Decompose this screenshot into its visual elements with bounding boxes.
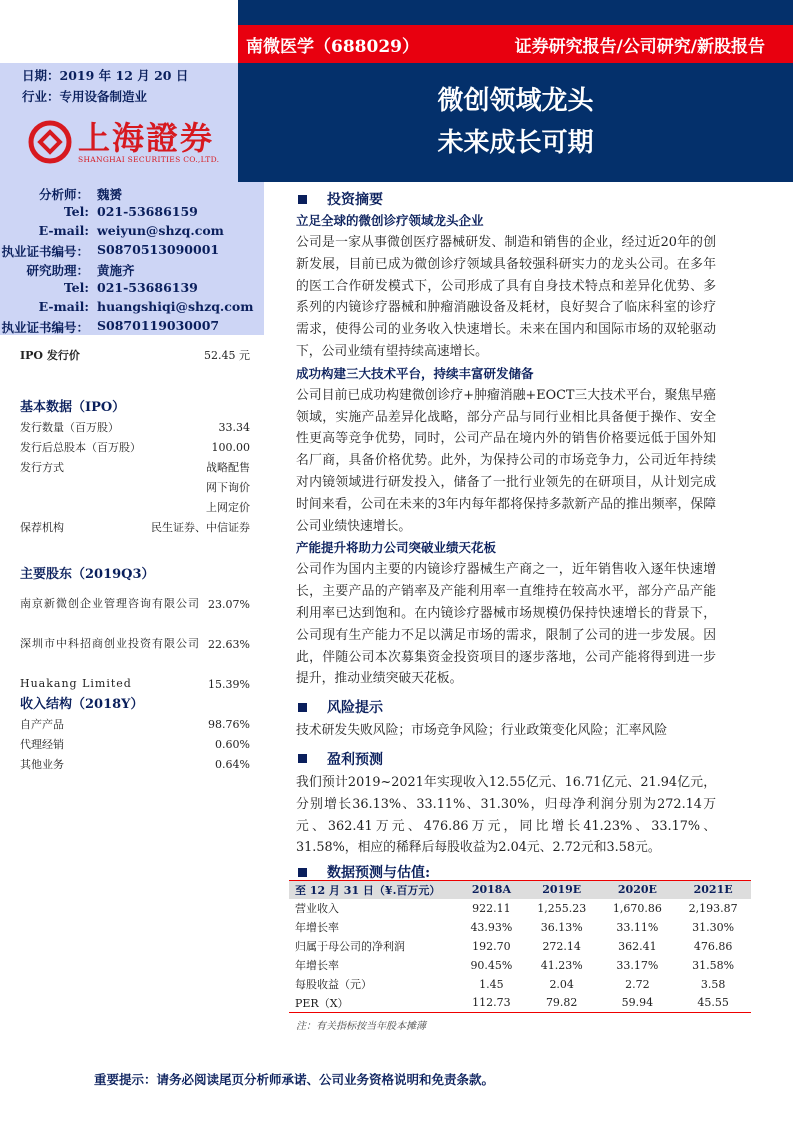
holders-value: 22.63% bbox=[208, 637, 250, 651]
revenue-row bbox=[20, 754, 250, 774]
table-row bbox=[289, 937, 751, 956]
table-row bbox=[289, 975, 751, 994]
analyst-row bbox=[0, 242, 253, 261]
analyst-field-value: S0870513090001 bbox=[97, 242, 220, 257]
table-cell: 112.73 bbox=[459, 994, 524, 1013]
subheading-1: 立足全球的微创诊疗领域龙头企业 bbox=[296, 213, 484, 228]
holders-row bbox=[20, 584, 250, 624]
table-cell: 3.58 bbox=[700, 977, 726, 991]
analyst-field-value: 魏赟 bbox=[97, 187, 123, 202]
basic-value: 100.00 bbox=[211, 440, 250, 454]
forecast-heading bbox=[296, 748, 716, 770]
table-cell: 90.45% bbox=[470, 958, 513, 972]
analyst-info bbox=[0, 185, 253, 337]
table-cell: 年增长率 bbox=[295, 959, 339, 972]
analyst-field-label: E-mail: bbox=[38, 223, 89, 238]
table-cell: 362.41 bbox=[618, 939, 657, 953]
table-cell: 45.55 bbox=[675, 994, 751, 1013]
revenue-structure bbox=[20, 690, 250, 774]
analyst-row bbox=[0, 185, 253, 204]
analyst-row bbox=[0, 280, 253, 299]
table-cell: 每股收益（元） bbox=[295, 978, 372, 991]
table-cell: 营业收入 bbox=[295, 902, 339, 915]
analyst-field-value: huangshiqi@shzq.com bbox=[97, 299, 254, 314]
holders-row bbox=[20, 624, 250, 664]
table-row bbox=[289, 956, 751, 975]
analyst-field-label: E-mail: bbox=[38, 299, 89, 314]
bullet-square-icon bbox=[298, 195, 307, 204]
basic-row bbox=[20, 517, 250, 537]
revenue-value: 0.64% bbox=[215, 757, 250, 771]
stock-name: 南微医学（688029） bbox=[246, 36, 419, 57]
basic-label: 发行方式 bbox=[20, 461, 64, 474]
subheading-2: 成功构建三大技术平台，持续丰富研发储备 bbox=[296, 365, 534, 381]
basic-label: 发行数量（百万股） bbox=[20, 421, 119, 434]
basic-value: 民生证券、中信证券 bbox=[151, 521, 250, 534]
table-cell: 31.30% bbox=[692, 920, 735, 934]
analyst-field-label: 分析师： bbox=[38, 187, 89, 202]
table-cell: 33.11% bbox=[616, 920, 659, 934]
major-shareholders bbox=[20, 560, 250, 704]
basic-label: 保荐机构 bbox=[20, 521, 64, 534]
table-row bbox=[289, 899, 751, 918]
forecast-title: 盈利预测 bbox=[327, 751, 383, 768]
ipo-price-value: 52.45 元 bbox=[204, 349, 250, 362]
revenue-row bbox=[20, 714, 250, 734]
basic-value: 网下询价 bbox=[206, 481, 250, 494]
table-cell: 192.70 bbox=[472, 939, 511, 953]
basic-row bbox=[20, 497, 250, 517]
table-cell: 41.23% bbox=[540, 958, 583, 972]
report-title bbox=[238, 80, 793, 164]
footer-disclaimer: 重要提示：请务必阅读尾页分析师承诺、公司业务资格说明和免责条款。 bbox=[94, 1072, 495, 1087]
basic-label: 发行后总股本（百万股） bbox=[20, 441, 141, 454]
basic-row bbox=[20, 457, 250, 477]
subheading-3: 产能提升将助力公司突破业绩天花板 bbox=[296, 540, 497, 556]
industry: 行业：专用设备制造业 bbox=[22, 89, 148, 104]
basic-row bbox=[20, 417, 250, 437]
analyst-field-label: Tel: bbox=[63, 204, 89, 219]
risk-title: 风险提示 bbox=[327, 700, 383, 717]
table-cell: 79.82 bbox=[524, 994, 600, 1013]
title-line-1: 微创领域龙头 bbox=[437, 86, 594, 116]
table-cell: 年增长率 bbox=[295, 921, 339, 934]
basic-value: 上网定价 bbox=[206, 501, 250, 514]
analyst-field-value: 021-53686139 bbox=[97, 280, 198, 295]
revenue-row bbox=[20, 734, 250, 754]
revenue-label: 自产产品 bbox=[20, 718, 64, 731]
paragraph-1: 公司是一家从事微创医疗器械研发、制造和销售的企业，经过近20年的创新发展，目前已成为微创诊疗领域具备较强科研实力的龙头公司。在多年的医工合作研发模式下，公司形成了具有自身技术特点和差异化优势、多系列的内镜诊疗器械和肿瘤消融设备及耗材，良好契合了临床科室的诊疗需求，使得公司的业务收入快速增长。未来在国内和国际市场的双轮驱动下，公司业绩有望持续高速增长。 bbox=[296, 235, 716, 359]
ipo-price bbox=[20, 345, 250, 365]
table-header: 至 12 月 31 日（¥.百万元） bbox=[289, 881, 459, 899]
table-cell: 归属于母公司的净利润 bbox=[295, 940, 405, 953]
title-line-2: 未来成长可期 bbox=[437, 128, 594, 158]
analyst-field-label: 研究助理： bbox=[26, 263, 89, 278]
table-cell: 476.86 bbox=[693, 939, 733, 953]
table-cell: 1.45 bbox=[479, 977, 504, 991]
analyst-field-label: 执业证书编号： bbox=[1, 320, 89, 335]
main-content bbox=[296, 188, 716, 859]
bullet-square-icon bbox=[298, 868, 307, 877]
revenue-value: 0.60% bbox=[215, 737, 250, 751]
report-category: 证券研究报告/公司研究/新股报告 bbox=[514, 36, 765, 57]
shanghai-securities-logo bbox=[26, 118, 219, 166]
shareholders-title: 主要股东（2019Q3） bbox=[20, 566, 155, 582]
ipo-price-label: IPO 发行价 bbox=[20, 349, 80, 362]
table-note: 注：有关指标按当年股本摊薄 bbox=[296, 1021, 426, 1032]
basic-row bbox=[20, 437, 250, 457]
table-cell: 59.94 bbox=[600, 994, 676, 1013]
logo-text: 上海證券 bbox=[78, 118, 215, 157]
table-cell: 43.93% bbox=[470, 920, 513, 934]
analyst-field-value: weiyun@shzq.com bbox=[97, 223, 224, 238]
logo-english: SHANGHAI SECURITIES CO.,LTD. bbox=[78, 154, 220, 164]
forecast-table bbox=[289, 880, 751, 1013]
analyst-field-value: 021-53686159 bbox=[97, 204, 198, 219]
basic-value: 33.34 bbox=[218, 420, 250, 434]
table-title: 数据预测与估值: bbox=[327, 865, 431, 881]
table-cell: 33.17% bbox=[616, 958, 659, 972]
risk-text: 技术研发失败风险；市场竞争风险；行业政策变化风险；汇率风险 bbox=[296, 723, 668, 739]
analyst-row bbox=[0, 318, 253, 337]
table-header: 2021E bbox=[675, 881, 751, 899]
bullet-square-icon bbox=[298, 703, 307, 712]
table-cell: 272.14 bbox=[542, 939, 581, 953]
revenue-label: 代理经销 bbox=[20, 738, 64, 751]
table-cell: 1,670.86 bbox=[612, 901, 662, 915]
forecast-text: 我们预计2019~2021年实现收入12.55亿元、16.71亿元、21.94亿元，分别增长36.13%、33.11%、31.30%，归母净利润分别为272.14万元、362.41万元、476.86万元，同比增长41.23%、33.17%、31.58%，相应的稀释后每股收益为2.04元、2.72元和3.58元。 bbox=[296, 774, 716, 856]
revenue-value: 98.76% bbox=[208, 717, 250, 731]
holders-label: Huakang Limited bbox=[20, 677, 132, 690]
holders-label: 深圳市中科招商创业投资有限公司 bbox=[20, 637, 200, 650]
revenue-title: 收入结构（2018Y） bbox=[20, 696, 144, 712]
revenue-label: 其他业务 bbox=[20, 758, 64, 771]
table-cell: 1,255.23 bbox=[537, 901, 587, 915]
analyst-row bbox=[0, 299, 253, 318]
table-cell: 2,193.87 bbox=[688, 901, 738, 915]
paragraph-3: 公司作为国内主要的内镜诊疗器械生产商之一，近年销售收入逐年快速增长，主要产品的产销率及产能利用率一直维持在较高水平，部分产品产能利用率已达到饱和。在内镜诊疗器械市场规模仍保持快速增长的背景下，公司现有生产能力不足以满足市场的需求，限制了公司的进一步发展。因此，伴随公司本次募集资金投资项目的逐步落地，公司产能将得到进一步提升，推动业绩突破天花板。 bbox=[296, 562, 716, 687]
basic-data bbox=[20, 393, 250, 537]
analyst-row bbox=[0, 204, 253, 223]
summary-title: 投资摘要 bbox=[327, 192, 383, 208]
table-row bbox=[289, 918, 751, 937]
table-header: 2018A bbox=[459, 881, 524, 899]
analyst-field-value: S0870119030007 bbox=[97, 318, 220, 333]
logo-emblem-icon bbox=[26, 118, 74, 166]
table-row bbox=[289, 994, 751, 1013]
analyst-row bbox=[0, 261, 253, 280]
report-date: 日期：2019 年 12 月 20 日 bbox=[22, 68, 189, 83]
basic-row bbox=[20, 477, 250, 497]
basic-data-title: 基本数据（IPO） bbox=[20, 399, 126, 415]
summary-heading bbox=[296, 188, 716, 210]
table-header: 2020E bbox=[600, 881, 676, 899]
analyst-field-value: 黄施齐 bbox=[97, 263, 135, 278]
risk-heading bbox=[296, 696, 716, 718]
analyst-field-label: Tel: bbox=[63, 280, 89, 295]
table-cell: 2.04 bbox=[549, 977, 574, 991]
table-cell: 31.58% bbox=[692, 958, 735, 972]
paragraph-2: 公司目前已成功构建微创诊疗+肿瘤消融+EOCT三大技术平台，聚焦早癌领域，实施产品差异化战略，部分产品与同行业相比具备便于操作、安全性更高等竞争优势，同时，公司产品在境内外的销售价格要远低于国外知名厂商，具备价格优势。此外，为保持公司的市场竞争力，公司近年持续对内镜领域进行研发投入，储备了一批行业领先的在研项目，从计划完成时间来看，公司在未来的3年内每年都将保持多款新产品的推出频率，保障公司业绩快速增长。 bbox=[296, 387, 716, 534]
table-header: 2019E bbox=[524, 881, 600, 899]
header-red-bar bbox=[238, 25, 793, 63]
holders-value: 23.07% bbox=[208, 597, 250, 611]
bullet-square-icon bbox=[298, 754, 307, 763]
analyst-field-label: 执业证书编号： bbox=[1, 244, 89, 259]
table-cell: 2.72 bbox=[625, 977, 650, 991]
basic-value: 战略配售 bbox=[206, 461, 250, 474]
holders-label: 南京新微创企业管理咨询有限公司 bbox=[20, 597, 200, 610]
table-cell: 922.11 bbox=[472, 901, 511, 915]
table-cell: PER（X） bbox=[289, 994, 459, 1013]
holders-value: 15.39% bbox=[208, 677, 250, 691]
analyst-row bbox=[0, 223, 253, 242]
table-cell: 36.13% bbox=[540, 920, 583, 934]
